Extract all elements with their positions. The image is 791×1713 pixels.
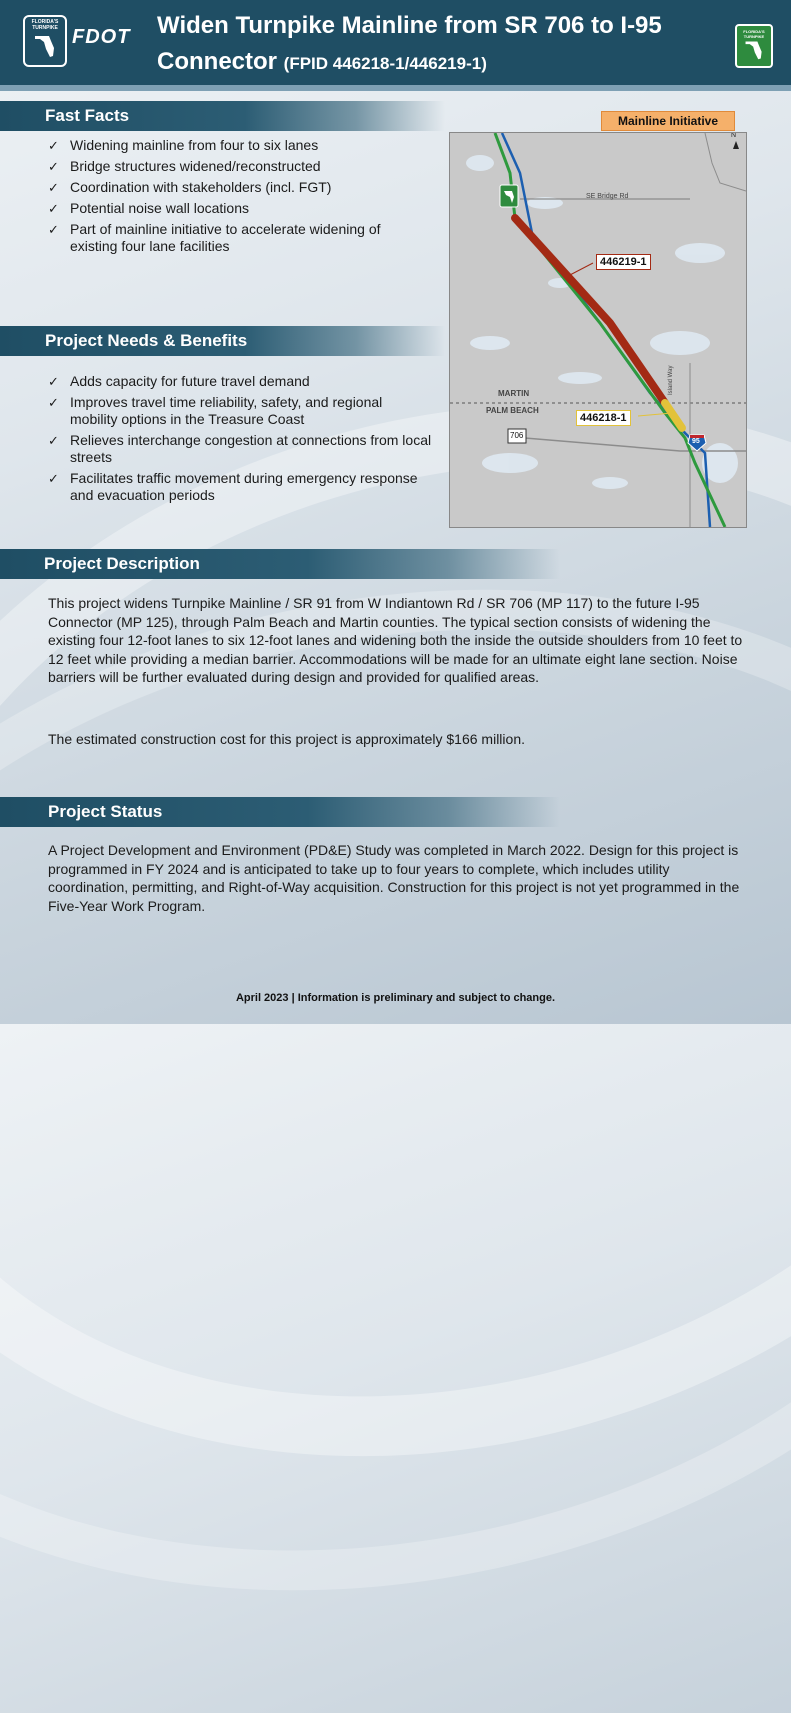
list-item: ✓ Part of mainline initiative to accelerate widening of existing four lane facilities xyxy=(48,221,381,254)
needs-heading: Project Needs & Benefits xyxy=(0,326,445,356)
check-icon: ✓ xyxy=(48,138,59,153)
check-icon: ✓ xyxy=(48,201,59,216)
turnpike-logo: FLORIDA'S TURNPIKE xyxy=(23,15,67,67)
list-item: ✓ Facilitates traffic movement during emergency response and evacuation periods xyxy=(48,470,418,503)
turnpike-sign-logo: FLORIDA'S TURNPIKE xyxy=(735,24,773,68)
project-map xyxy=(449,132,747,528)
check-icon: ✓ xyxy=(48,159,59,174)
segment-label-446218: 446218-1 xyxy=(576,410,631,426)
list-item: ✓ Improves travel time reliability, safety, and regional mobility options in the Treasure Coast xyxy=(48,394,383,427)
footer-note: April 2023 | Information is preliminary and subject to change. xyxy=(235,992,556,1004)
fdot-logo: FDOT xyxy=(72,26,131,48)
florida-map-icon xyxy=(34,33,56,59)
island-way-label: Island Way xyxy=(668,365,674,395)
list-item: ✓ Coordination with stakeholders (incl. FGT) xyxy=(48,179,332,195)
road-label: SE Bridge Rd xyxy=(586,193,629,200)
list-item: ✓ Adds capacity for future travel demand xyxy=(48,373,310,389)
check-icon: ✓ xyxy=(48,374,59,389)
list-item: ✓ Bridge structures widened/reconstructed xyxy=(48,158,321,174)
description-heading: Project Description xyxy=(0,549,560,579)
check-icon: ✓ xyxy=(48,433,59,448)
page-title: Widen Turnpike Mainline from SR 706 to I-95 xyxy=(157,12,662,39)
fast-facts-heading: Fast Facts xyxy=(0,101,445,131)
sr706-shield-label: 706 xyxy=(510,431,524,440)
cost-paragraph: The estimated construction cost for this project is approximately $166 million. xyxy=(48,731,525,747)
list-item: ✓ Widening mainline from four to six lanes xyxy=(48,137,319,153)
county-label-martin: MARTIN xyxy=(498,389,530,398)
page-title-line2: Connector (FPID 446218-1/446219-1) xyxy=(157,48,487,75)
i95-shield-label: 95 xyxy=(692,438,700,445)
check-icon: ✓ xyxy=(48,180,59,195)
check-icon: ✓ xyxy=(48,395,59,410)
fast-facts-list xyxy=(48,137,428,259)
page-header xyxy=(0,0,791,91)
check-icon: ✓ xyxy=(48,471,59,486)
description-paragraph: This project widens Turnpike Mainline / SR 91 from W Indiantown Rd / SR 706 (MP 117) to the future I-95 Connector (MP 125), through Palm Beach and Martin counties. The typical section consists of widening the existing four 12-foot lanes to six 12-foot lanes and widening both the inside the outside shoulders from 10 feet to 12 feet while providing a median barrier. Accommodations will be made for an ultimate eight lane section. Noise barriers will be further evaluated during design and provided for qualified areas. xyxy=(48,595,743,685)
county-label-palm-beach: PALM BEACH xyxy=(486,406,539,415)
list-item: ✓ Potential noise wall locations xyxy=(48,200,249,216)
mainline-initiative-tag: Mainline Initiative xyxy=(601,111,735,131)
florida-map-icon xyxy=(743,39,765,61)
status-heading: Project Status xyxy=(0,797,560,827)
segment-label-446219: 446219-1 xyxy=(596,254,651,270)
check-icon: ✓ xyxy=(48,222,59,237)
fpid-label: (FPID 446218-1/446219-1) xyxy=(283,54,487,73)
north-label: N xyxy=(731,132,737,139)
needs-list xyxy=(48,373,433,508)
status-paragraph: A Project Development and Environment (PD&E) Study was completed in March 2022. Design for this project is programmed in FY 2024 and is anticipated to take up to four years to complete, which includes utility coordination, permitting, and Right-of-Way acquisition. Construction for this project is not yet programmed in the Five-Year Work Program. xyxy=(48,842,740,914)
list-item: ✓ Relieves interchange congestion at connections from local streets xyxy=(48,432,432,465)
